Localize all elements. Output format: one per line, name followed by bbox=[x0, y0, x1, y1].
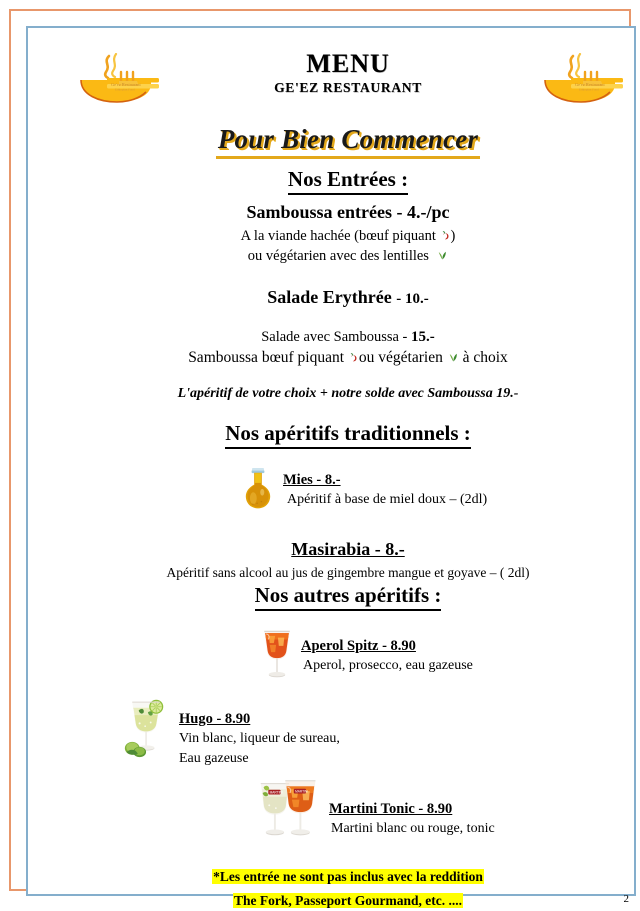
section-heading-other-aperitifs bbox=[45, 583, 640, 611]
footer-line-1-wrap bbox=[45, 867, 640, 887]
logo-svg bbox=[77, 53, 163, 105]
svg-text:Ge'ez Restaurant: Ge'ez Restaurant bbox=[111, 82, 141, 87]
hugo-glass-svg bbox=[123, 696, 171, 760]
menu-header bbox=[45, 45, 640, 113]
list-item-martini-tonic bbox=[45, 776, 640, 849]
section-heading-entrees-label: Nos Entrées : bbox=[288, 167, 408, 195]
samboussa-choice-meat: Samboussa bœuf piquant bbox=[188, 348, 345, 366]
page-outer-border bbox=[9, 9, 631, 909]
menu-content bbox=[45, 45, 640, 911]
item-samboussa-choice bbox=[45, 348, 640, 369]
page-title: MENU bbox=[306, 49, 390, 78]
footer-disclaimer bbox=[45, 867, 640, 911]
drink-desc-hugo-line2: Eau gazeuse bbox=[179, 751, 249, 767]
page-number: 2 bbox=[623, 893, 629, 905]
restaurant-bowl-fork-logo-secondary bbox=[541, 53, 627, 105]
drink-name-masirabia-label: Masirabia - 8.- bbox=[291, 538, 405, 559]
hugo-text-block bbox=[179, 696, 340, 770]
page-inner-border bbox=[26, 26, 636, 909]
samboussa-meat-text-close: ) bbox=[450, 228, 456, 244]
item-salade-samboussa bbox=[45, 328, 640, 348]
hugo-glass-icon bbox=[123, 696, 175, 765]
section-heading-other-label: Nos autres apéritifs : bbox=[255, 583, 442, 611]
aperitif-combo-note: L'apéritif de votre choix + notre solde avec Samboussa 19.- bbox=[177, 385, 519, 401]
restaurant-bowl-fork-logo bbox=[77, 53, 163, 105]
footer-line-1: *Les entrée ne sont pas inclus avec la reddition bbox=[213, 868, 483, 884]
flask-icon bbox=[241, 465, 281, 516]
drink-name-masirabia bbox=[45, 538, 640, 561]
section-heading-traditional-aperitifs bbox=[45, 421, 640, 449]
green-leaf-icon-2 bbox=[447, 349, 459, 369]
drink-desc-aperol-spitz: Aperol, prosecco, eau gazeuse bbox=[303, 658, 473, 674]
svg-text:MARTINI: MARTINI bbox=[295, 789, 309, 794]
drink-desc-martini-tonic: Martini blanc ou rouge, tonic bbox=[331, 821, 495, 837]
svg-text:Ge'ez Restaurant: Ge'ez Restaurant bbox=[575, 82, 605, 87]
list-item-hugo bbox=[45, 696, 640, 770]
salade-samboussa-price: 15.- bbox=[411, 329, 435, 346]
logo-svg-2 bbox=[541, 53, 627, 105]
banner bbox=[45, 124, 640, 158]
salade-samboussa-label: Salade avec Samboussa - bbox=[261, 329, 412, 346]
salade-erythree-price: - 10.- bbox=[396, 290, 429, 307]
item-samboussa-title: Samboussa entrées - 4.-/pc bbox=[246, 201, 450, 222]
restaurant-name: GE'EZ RESTAURANT bbox=[274, 80, 422, 95]
section-heading-traditional-label: Nos apéritifs traditionnels : bbox=[225, 421, 471, 449]
samboussa-choice-suffix: à choix bbox=[462, 348, 508, 366]
drink-desc-hugo-line1: Vin blanc, liqueur de sureau, bbox=[179, 731, 340, 747]
aperol-text-block bbox=[301, 625, 473, 677]
samboussa-veg-text: ou végétarien avec des lentilles bbox=[247, 247, 429, 264]
mies-text-block bbox=[283, 465, 487, 511]
drink-desc-masirabia: Apéritif sans alcool au jus de gingembre mangue et goyave – ( 2dl) bbox=[166, 565, 530, 581]
chili-pepper-icon-2 bbox=[348, 349, 359, 369]
martini-text-block bbox=[329, 776, 495, 840]
drink-desc-mies: Apéritif à base de miel doux – (2dl) bbox=[287, 492, 488, 508]
item-samboussa-desc-meat bbox=[45, 227, 640, 247]
list-item-aperol-spitz bbox=[45, 625, 640, 688]
chili-pepper-icon bbox=[440, 228, 451, 247]
samboussa-meat-text: A la viande hachée (bœuf piquant bbox=[240, 228, 436, 244]
item-samboussa-desc-veg bbox=[45, 247, 640, 267]
drink-name-hugo: Hugo - 8.90 bbox=[179, 710, 251, 727]
item-salade-erythree bbox=[45, 286, 640, 310]
drink-name-aperol-spitz: Aperol Spitz - 8.90 bbox=[301, 637, 416, 654]
samboussa-choice-veg: ou végétarien bbox=[358, 348, 443, 366]
martini-glasses-svg bbox=[257, 776, 323, 844]
aperol-glass-svg bbox=[257, 625, 297, 683]
flask-svg bbox=[241, 465, 275, 511]
svg-text:MARTINI: MARTINI bbox=[269, 790, 283, 795]
green-leaf-icon bbox=[436, 248, 448, 267]
section-heading-entrees bbox=[45, 167, 640, 195]
footer-line-2: The Fork, Passeport Gourmand, etc. .... bbox=[234, 893, 462, 909]
martini-glasses-icon bbox=[257, 776, 327, 849]
svg-text:Ethiopian Food: Ethiopian Food bbox=[579, 87, 599, 92]
svg-text:Ethiopian Food: Ethiopian Food bbox=[115, 87, 135, 92]
banner-text: Pour Bien Commencer bbox=[218, 124, 478, 158]
drink-name-martini-tonic: Martini Tonic - 8.90 bbox=[329, 800, 453, 817]
aperol-glass-icon bbox=[257, 625, 301, 688]
footer-line-2-wrap bbox=[45, 891, 640, 911]
salade-erythree-name: Salade Erythrée bbox=[267, 286, 392, 307]
list-item-mies bbox=[45, 465, 640, 516]
drink-name-mies: Mies - 8.- bbox=[283, 471, 341, 488]
